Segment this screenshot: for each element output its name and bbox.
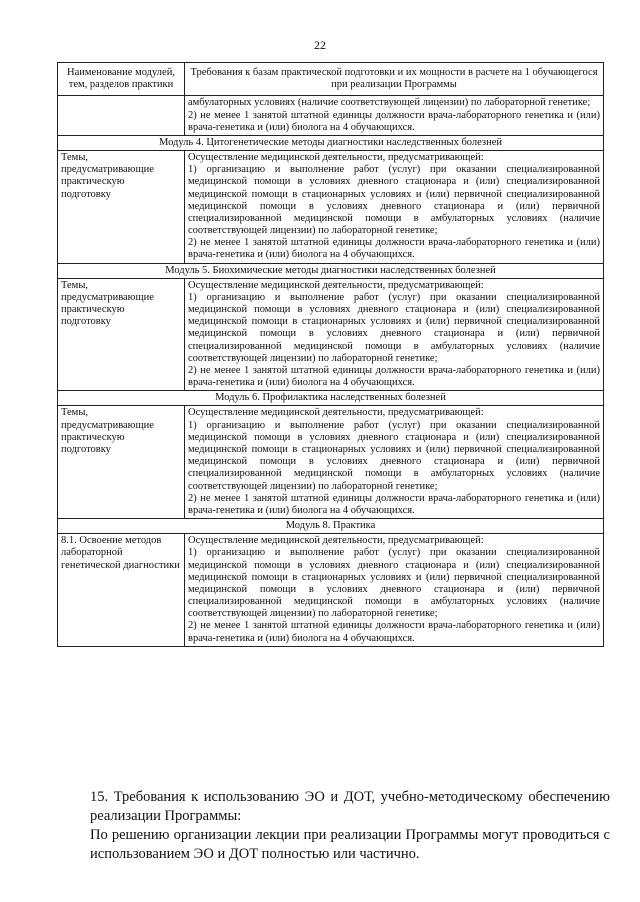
continuation-empty-cell — [58, 96, 185, 136]
module-requirements: Осуществление медицинской деятельности, предусматривающей: 1) организацию и выполнение работ (услуг) при оказании специализированной медицинской помощи в условиях дневного стационара и (или) специализированной медицинской помощи в стационарных условиях и (или) первичной специализированной медицинской помощи в условиях дневного стационара и (или) первичной специализированной медицинской помощи в амбулаторных условиях (наличие соответствующей лицензии) по лабораторной генетике; 2) не менее 1 занятой штатной единицы должности врача-лабораторного генетика и (или) врача-генетика и (или) биолога на 4 обучающихся. — [185, 406, 604, 519]
module-content-row — [58, 534, 604, 647]
section-15-text: По решению организации лекции при реализации Программы могут проводиться с использованием ЭО и ДОТ полностью или частично. — [90, 827, 610, 862]
module-title: Модуль 5. Биохимические методы диагностики наследственных болезней — [58, 263, 604, 278]
table-header-row — [58, 63, 604, 96]
module-requirements: Осуществление медицинской деятельности, предусматривающей: 1) организацию и выполнение работ (услуг) при оказании специализированной медицинской помощи в условиях дневного стационара и (или) специализированной медицинской помощи в стационарных условиях и (или) первичной специализированной медицинской помощи в условиях дневного стационара и (или) первичной специализированной медицинской помощи в амбулаторных условиях (наличие соответствующей лицензии) по лабораторной генетике; 2) не менее 1 занятой штатной единицы должности врача-лабораторного генетика и (или) врача-генетика и (или) биолога на 4 обучающихся. — [185, 151, 604, 264]
module-content-row — [58, 278, 604, 391]
module-title-row — [58, 135, 604, 150]
module-title: Модуль 6. Профилактика наследственных болезней — [58, 391, 604, 406]
module-title: Модуль 8. Практика — [58, 519, 604, 534]
module-requirements: Осуществление медицинской деятельности, предусматривающей: 1) организацию и выполнение работ (услуг) при оказании специализированной медицинской помощи в условиях дневного стационара и (или) специализированной медицинской помощи в стационарных условиях и (или) первичной специализированной медицинской помощи в условиях дневного стационара и (или) первичной специализированной медицинской помощи в амбулаторных условиях (наличие соответствующей лицензии) по лабораторной генетике; 2) не менее 1 занятой штатной единицы должности врача-лабораторного генетика и (или) врача-генетика и (или) биолога на 4 обучающихся. — [185, 534, 604, 647]
module-content-row — [58, 151, 604, 264]
module-content-row — [58, 406, 604, 519]
module-topic: 8.1. Освоение методов лабораторной генетической диагностики — [58, 534, 185, 647]
module-topic: Темы, предусматривающие практическую подготовку — [58, 151, 185, 264]
continuation-row — [58, 96, 604, 136]
continuation-requirements: амбулаторных условиях (наличие соответствующей лицензии) по лабораторной генетике; 2) не менее 1 занятой штатной единицы должности врача-лабораторного генетика и (или) врача-генетика и (или) биолога на 4 обучающихся. — [185, 96, 604, 136]
section-15-heading: 15. Требования к использованию ЭО и ДОТ, учебно-методическому обеспечению реализации Программы: — [90, 789, 610, 824]
header-col-modules: Наименование модулей, тем, разделов практики — [58, 63, 185, 96]
module-title-row — [58, 263, 604, 278]
header-col-requirements: Требования к базам практической подготовки и их мощности в расчете на 1 обучающегося при реализации Программы — [185, 63, 604, 96]
requirements-table — [57, 62, 604, 647]
module-requirements: Осуществление медицинской деятельности, предусматривающей: 1) организацию и выполнение работ (услуг) при оказании специализированной медицинской помощи в условиях дневного стационара и (или) специализированной медицинской помощи в стационарных условиях и (или) первичной специализированной медицинской помощи в условиях дневного стационара и (или) первичной специализированной медицинской помощи в амбулаторных условиях (наличие соответствующей лицензии) по лабораторной генетике; 2) не менее 1 занятой штатной единицы должности врача-лабораторного генетика и (или) врача-генетика и (или) биолога на 4 обучающихся. — [185, 278, 604, 391]
module-title: Модуль 4. Цитогенетические методы диагностики наследственных болезней — [58, 135, 604, 150]
page-number: 22 — [314, 38, 326, 52]
module-topic: Темы, предусматривающие практическую подготовку — [58, 406, 185, 519]
module-title-row — [58, 519, 604, 534]
module-topic: Темы, предусматривающие практическую подготовку — [58, 278, 185, 391]
module-title-row — [58, 391, 604, 406]
